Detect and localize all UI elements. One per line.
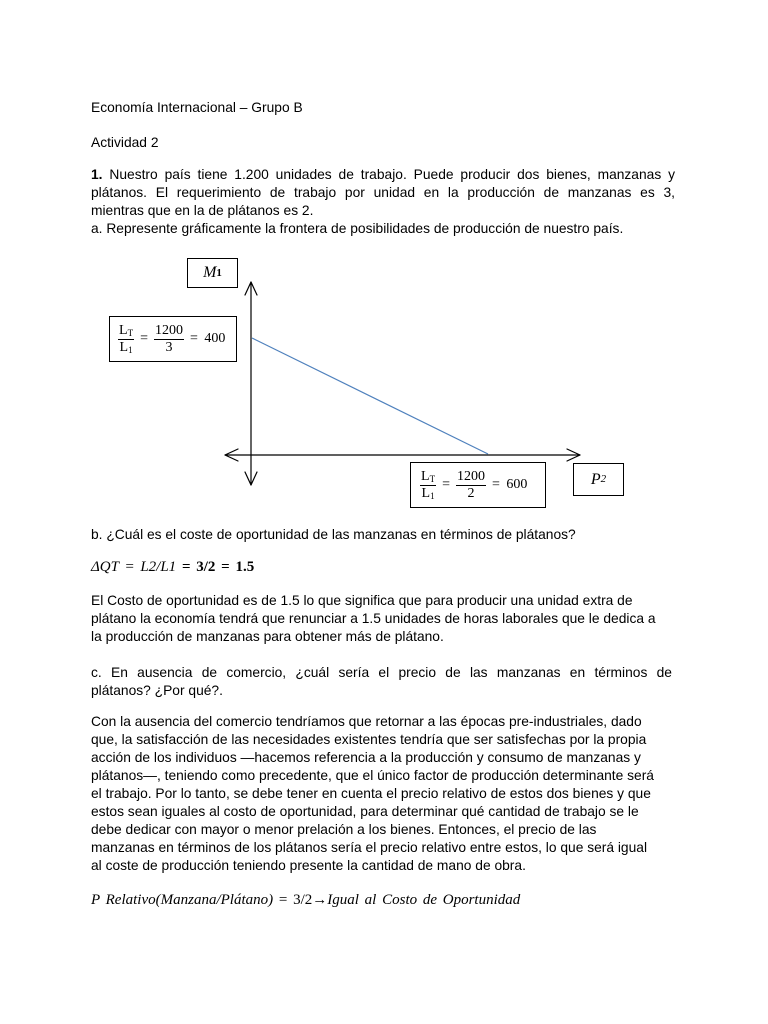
x-axis-label-symbol: P [590, 470, 601, 488]
labor-subscript: T [127, 327, 134, 338]
fraction-numerator [118, 323, 134, 340]
question-1-line: mientras que en la de plátanos es 2. [91, 203, 314, 218]
x-axis-label-box [573, 463, 624, 496]
part-c-formula [91, 890, 520, 910]
answer-line: El Costo de oportunidad es de 1.5 lo que significa que para producir una unidad extra de [91, 593, 633, 608]
answer-line: acción de los individuos —hacemos referencia a la producción y consumo de manzanas y [91, 750, 641, 765]
question-1-line: plátanos. El requerimiento de trabajo por unidad en la producción de manzanas es 3, [91, 185, 675, 200]
equals-sign: = [140, 331, 148, 346]
question-1 [91, 166, 675, 238]
answer-line: que, la satisfacción de las necesidades existentes tendría que ser satisfechas por la propia [91, 732, 647, 747]
fraction-denominator: 2 [467, 485, 475, 501]
apples-max-box [109, 316, 237, 362]
apples-max-result: = 400 [189, 331, 226, 346]
answer-line: el trabajo. Por lo tanto, se debe tener en cuenta el precio relativo de estos dos bienes y que [91, 786, 651, 801]
activity-title: Actividad 2 [91, 135, 159, 150]
formula-value: = 3/2 [278, 892, 313, 908]
fraction-numerator: 1200 [154, 322, 183, 338]
labor-symbol: L [421, 468, 430, 484]
answer-line: manzanas en términos de los plátanos sería el precio relativo entre estos, lo que será igual [91, 840, 648, 855]
labor-symbol: L [119, 339, 129, 355]
answer-line: al coste de producción teniendo presente la cantidad de mano de obra. [91, 858, 526, 873]
part-b-question: b. ¿Cuál es el coste de oportunidad de las manzanas en términos de plátanos? [91, 527, 576, 542]
fraction-denominator [119, 340, 134, 356]
answer-line: plátanos—, teniendo como precedente, que el único factor de producción determinante será [91, 768, 654, 783]
fraction-denominator: 3 [165, 339, 173, 355]
fraction-numerator [420, 469, 436, 486]
labor-ratio-fraction [118, 323, 134, 356]
bananas-max-result: = 600 [491, 477, 528, 492]
labor-symbol: L [119, 322, 128, 338]
ppf-line [252, 338, 488, 454]
part-b-formula [91, 557, 254, 577]
labor-subscript: T [429, 473, 436, 484]
labor-ratio-fraction [420, 469, 436, 502]
labor-subscript: 1 [430, 490, 435, 501]
part-c-answer [91, 713, 654, 875]
answer-line: Con la ausencia del comercio tendríamos que retornar a las épocas pre-industriales, dado [91, 714, 642, 729]
question-line: plátanos? ¿Por qué?. [91, 683, 223, 698]
fraction-denominator [421, 486, 436, 502]
question-number: 1. [91, 167, 103, 182]
formula-lhs: P Relativo(Manzana/Plátano) [91, 892, 274, 908]
labor-symbol: L [421, 485, 431, 501]
answer-line: debe dedicar con mayor o menor prelación a los bienes. Entonces, el precio de las [91, 822, 597, 837]
arrow-icon: → [312, 892, 328, 908]
formula-result: = 3/2 = 1.5 [181, 559, 255, 575]
bananas-max-box [410, 462, 546, 508]
question-1-text: Nuestro país tiene 1.200 unidades de trabajo. Puede producir dos bienes, manzanas y [109, 167, 675, 182]
part-c-question [91, 664, 672, 700]
question-1-part-a: a. Represente gráficamente la frontera de posibilidades de producción de nuestro país. [91, 221, 624, 236]
numeric-fraction [154, 323, 184, 356]
labor-subscript: 1 [128, 344, 133, 355]
answer-line: estos sean iguales al costo de oportunidad, para determinar qué cantidad de trabajo se le [91, 804, 639, 819]
answer-line: la producción de manzanas para obtener más de plátano. [91, 629, 444, 644]
numeric-fraction [456, 469, 486, 502]
course-title: Economía Internacional – Grupo B [91, 100, 303, 115]
question-1-line [91, 166, 675, 184]
y-axis-label-symbol: M [203, 264, 217, 281]
question-line: c. En ausencia de comercio, ¿cuál sería el precio de las manzanas en términos de [91, 665, 672, 680]
y-axis-label-subscript: 1 [216, 266, 222, 279]
formula-conclusion: Igual al Costo de Oportunidad [327, 892, 521, 908]
answer-line: plátano la economía tendrá que renunciar a 1.5 unidades de horas laborales que le dedica a [91, 611, 656, 626]
formula-lhs: ΔQT = L2/L1 [91, 559, 177, 575]
y-axis-label-box [187, 258, 238, 288]
fraction-numerator: 1200 [456, 468, 485, 484]
part-b-answer [91, 592, 656, 646]
equals-sign: = [442, 477, 450, 492]
x-axis-label-subscript: 2 [600, 473, 607, 485]
